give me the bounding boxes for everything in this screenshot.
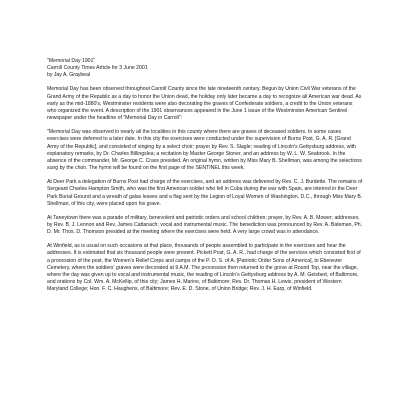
article-title: "Memorial Day 1901" <box>47 58 96 64</box>
article-body <box>47 58 363 300</box>
paragraph-deer-park: At Deer Park a delegation of Burns Post had charge of the exercises, and an address was delivered by Rev. C. J. Burdette. The remains of Sergeant Charles Hampton Smith, who was the first American soldier who fell in Cuba during the war with Spain, are interred in the Deer Park Burial Ground and a wreath of galax leaves and a flag sent by the Legion of Loyal Women of Washington, D.C., through Miss Mary B. Shellman, of this city, were placed upon his grave. <box>47 179 363 207</box>
paragraph-westminster: "Memorial Day was observed in nearly all the localities in this county where there are graves of deceased soldiers. In some cases exercises were deferred to a later date. In this city the exercises were conducted under the supervision of Burns Post, G. A. R. [Grand Army of the Republic], and consisted of singing by a select choir; prayer by Rev. S. Slagle; reading of Lincoln's Gettysburg address, with explanatory remarks, by Dr. Charles Billingslea; a recitation by Master George Stoner, and an address by W. L. W. Seabrook. In the absence of the commander, Mr. George C. Crass presided. An original hymn, written by Miss Mary B. Shellman, was among the selections sung by the choir. The hymn will be found on the first page of the SENTINEL this week. <box>47 129 362 172</box>
paragraph-winfield: At Winfield, as is usual on such occasions at that place, thousands of people assembled to participate in the exercises and hear the addresses. It is estimated that six thousand people were present. Pickett Post, G. A. R., had charge of the services which consisted first of a procession of the post, the Women's Relief Corps and camps of the P. O. S. of A. [Patriotic Order Sons of America], to Ebenezer Cemetery, where the soldiers' graves were decorated at 9 A.M. The procession then returned to the grove at Round Top, near the village, where the day was given up to vocal and instrumental music, the reading of Lincoln's Gettysburg address by A. M. Geisbert, of Baltimore, and orations by Col. Wm. A. McKellip, of this city; James H. Marine, of Baltimore; Rev. Dr. Thomas H. Lewis, president of Western Maryland College; Hon. F. C. Haughens, of Baltimore; Rev. E. D. Stone, of Union Bridge; Rev. J. H. Earp, of Winfield. <box>47 243 361 293</box>
article-byline: by Jay A. Graybeal <box>47 72 91 79</box>
paragraph-taneytown: At Taneytown there was a parade of military, benevolent and patriotic orders and school children; prayer, by Rev. A. B. Mower; addresses, by Rev. B. J. Lennon and Rev. James Cattanach; vocal and instrumental music. The benediction was pronounced by Rev. A. Bateman, Ph. D. Mr. Thos. D. Thomson presided at the meeting where the exercises were held. A very large crowd was in attendance. <box>47 214 363 236</box>
article-source: Carroll County Times Article for 3 June 2001 <box>47 65 148 72</box>
paragraph-intro: Memorial Day has been observed throughout Carroll County since the late nineteenth century. Begun by Union Civil War veterans of the Grand Army of the Republic as a day to honor the Union dead, the holiday only later became a day to recognize all American war dead. As early as the mid-1880's, Westminster residents were also decorating the graves of Confederate soldiers, a credit to the Union veterans who organized the event. A description of the 1901 observances appeared in the June 1 issue of the Westminster American Sentinel newspaper under the headline of "Memorial Day in Carroll": <box>47 86 362 122</box>
article-header <box>47 58 363 80</box>
